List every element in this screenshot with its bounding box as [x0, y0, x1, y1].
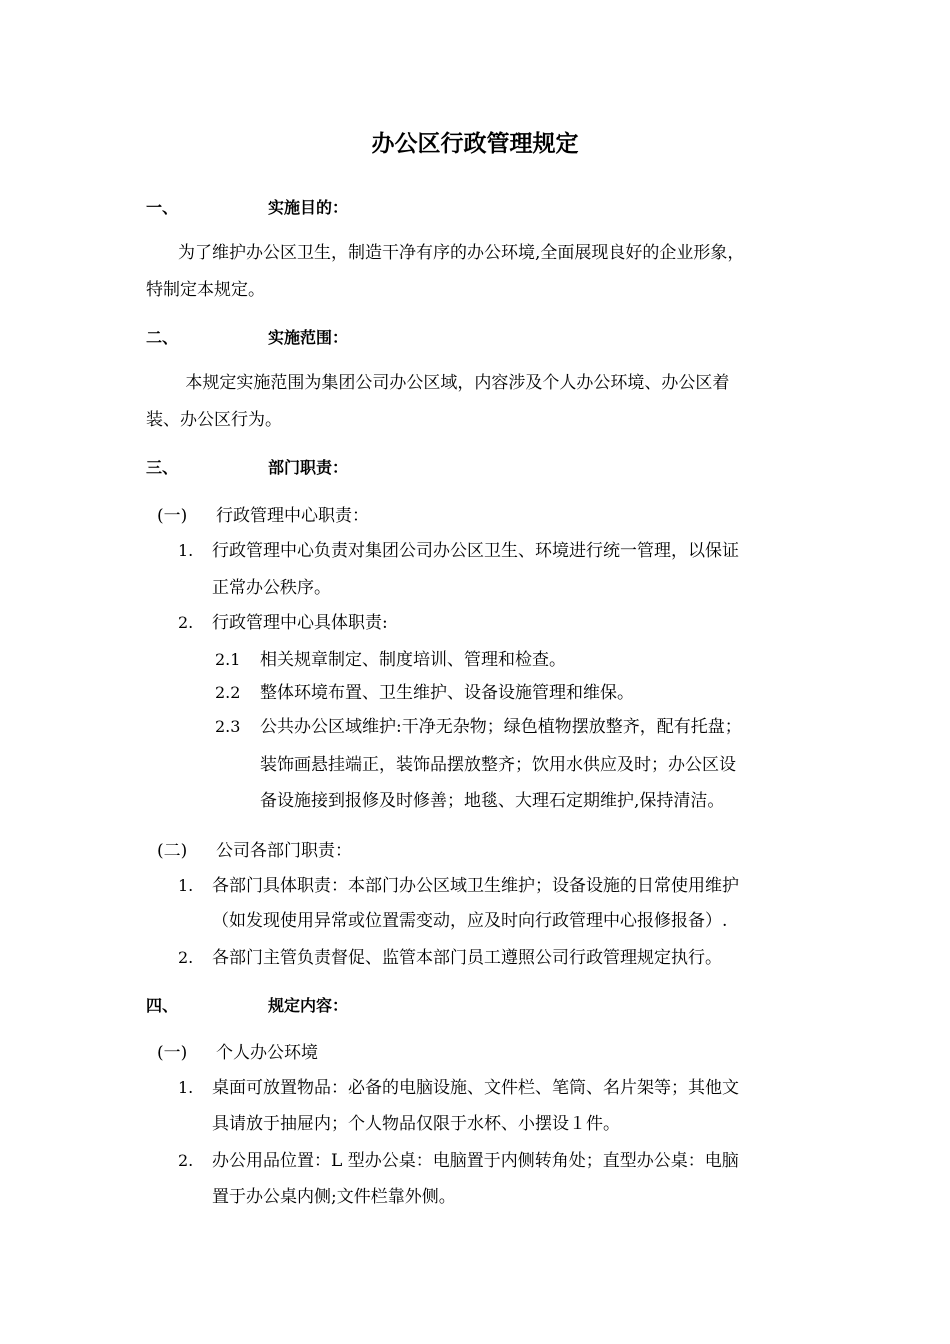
subitem-2-3-line-3: 备设施接到报修及时修善；地毯、大理石定期维护,保持清洁。 — [260, 791, 725, 811]
section-1-title: 实施目的： — [268, 198, 349, 217]
subsection-4-1-number: (一) — [157, 1043, 188, 1063]
section-2-paragraph-line-1: 本规定实施范围为集团公司办公区域，内容涉及个人办公环境、办公区着 — [180, 373, 730, 393]
item-4-1-2-number: 2. — [178, 1151, 194, 1170]
item-3-1-1-number: 1. — [178, 541, 194, 560]
subsection-3-2-title: 公司各部门职责： — [216, 841, 352, 861]
subitem-2-1-number: 2.1 — [215, 650, 241, 669]
section-2-number: 二、 — [146, 328, 179, 347]
section-3-number: 三、 — [146, 458, 179, 477]
subitem-2-3-line-2: 装饰画悬挂端正，装饰品摆放整齐；饮用水供应及时；办公区设 — [260, 755, 736, 775]
item-3-1-1-line-2: 正常办公秩序。 — [212, 578, 331, 598]
item-4-1-1-line-1: 桌面可放置物品：必备的电脑设施、文件栏、笔筒、名片架等；其他文 — [212, 1078, 739, 1098]
item-4-1-1-line-2: 具请放于抽屉内；个人物品仅限于水杯、小摆设１件。 — [212, 1114, 620, 1134]
section-2-paragraph-line-2: 装、办公区行为。 — [146, 410, 282, 430]
subsection-3-1-title: 行政管理中心职责： — [216, 506, 369, 526]
item-4-1-2-line-1: 办公用品位置：L 型办公桌：电脑置于内侧转角处；直型办公桌：电脑 — [212, 1151, 739, 1171]
section-1-number: 一、 — [146, 198, 179, 217]
section-1-paragraph-line-2: 特制定本规定。 — [146, 280, 265, 300]
item-3-2-1-number: 1. — [178, 876, 194, 895]
section-1-paragraph-line-1: 为了维护办公区卫生，制造干净有序的办公环境,全面展现良好的企业形象， — [178, 243, 745, 263]
section-2-title: 实施范围： — [268, 328, 349, 347]
item-3-2-2-number: 2. — [178, 948, 194, 967]
item-3-1-1-line-1: 行政管理中心负责对集团公司办公区卫生、环境进行统一管理，以保证 — [212, 541, 739, 561]
subsection-3-1-number: (一) — [157, 506, 188, 526]
section-4-number: 四、 — [146, 996, 179, 1015]
section-4-title: 规定内容： — [268, 996, 349, 1015]
item-3-2-1-line-2: （如发现使用异常或位置需变动，应及时向行政管理中心报修报备）. — [212, 911, 728, 931]
item-4-1-1-number: 1. — [178, 1078, 194, 1097]
subitem-2-2-number: 2.2 — [215, 683, 241, 702]
subitem-2-3-number: 2.3 — [215, 717, 241, 736]
subsection-3-2-number: (二) — [157, 841, 188, 861]
document-title: 办公区行政管理规定 — [371, 130, 579, 157]
item-3-1-2-line-1: 行政管理中心具体职责: — [212, 613, 388, 633]
item-3-1-2-number: 2. — [178, 613, 194, 632]
section-3-title: 部门职责： — [268, 458, 349, 477]
item-3-2-1-line-1: 各部门具体职责：本部门办公区域卫生维护；设备设施的日常使用维护 — [212, 876, 739, 896]
subsection-4-1-title: 个人办公环境 — [216, 1043, 318, 1063]
subitem-2-1-text: 相关规章制定、制度培训、管理和检查。 — [260, 650, 566, 670]
subitem-2-2-text: 整体环境布置、卫生维护、设备设施管理和维保。 — [260, 683, 634, 703]
item-4-1-2-line-2: 置于办公桌内侧;文件栏靠外侧。 — [212, 1187, 456, 1207]
item-3-2-2-line-1: 各部门主管负责督促、监管本部门员工遵照公司行政管理规定执行。 — [212, 948, 722, 968]
subitem-2-3-line-1: 公共办公区域维护:干净无杂物；绿色植物摆放整齐，配有托盘； — [260, 717, 742, 737]
